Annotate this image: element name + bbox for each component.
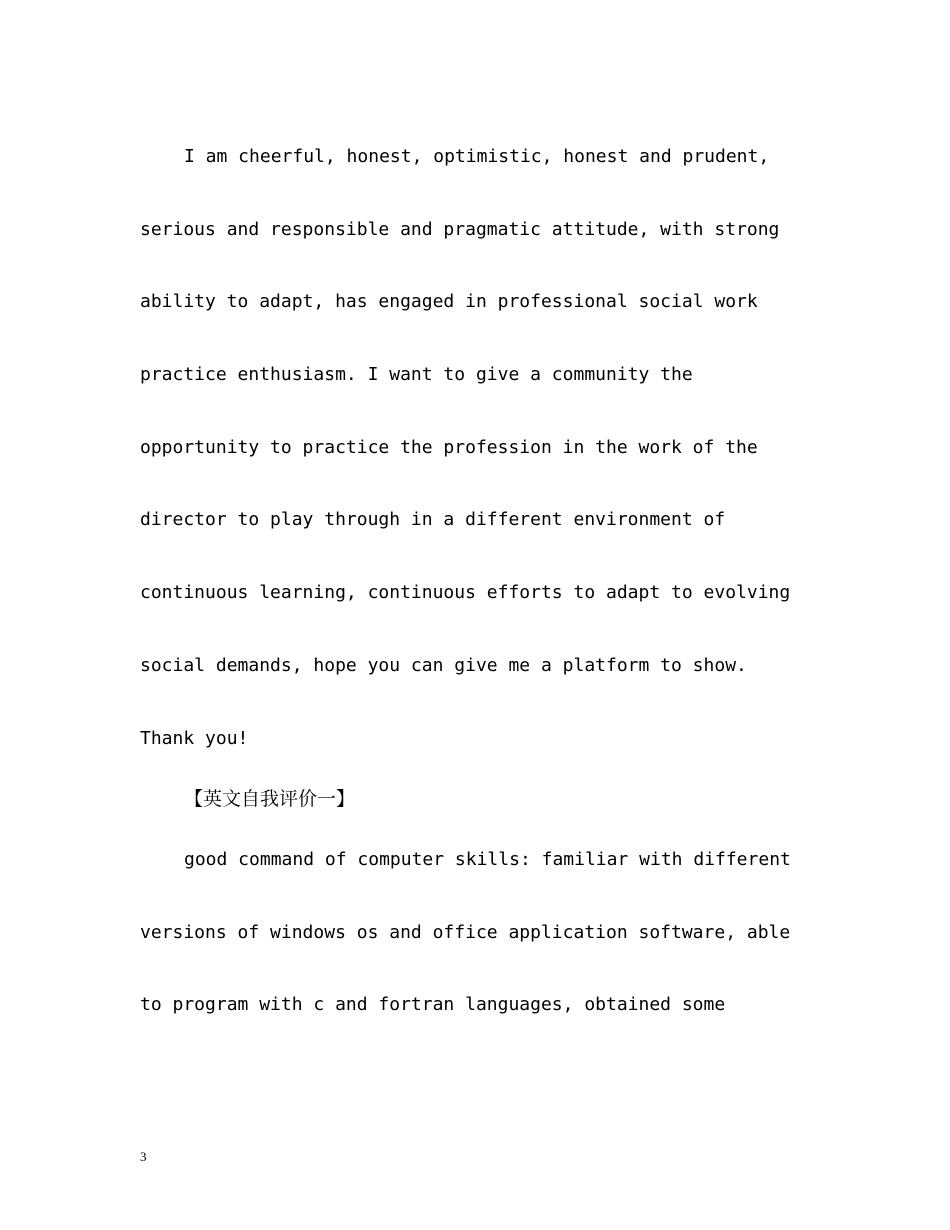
paragraph-line: good command of computer skills: familiar with different — [184, 849, 791, 870]
paragraph-line: practice enthusiasm. I want to give a community the — [140, 364, 693, 385]
paragraph-line: ability to adapt, has engaged in professional social work — [140, 291, 758, 312]
page-number: 3 — [140, 1149, 147, 1164]
paragraph-line: opportunity to practice the profession in the work of the — [140, 437, 758, 458]
paragraph-line: continuous learning, continuous efforts to adapt to evolving — [140, 582, 791, 603]
paragraph-line: director to play through in a different environment of — [140, 509, 726, 530]
section-heading: 【英文自我评价一】 — [184, 788, 356, 810]
paragraph-line: versions of windows os and office application software, able — [140, 922, 791, 943]
paragraph-line: I am cheerful, honest, optimistic, honest and prudent, — [184, 146, 770, 167]
paragraph-line: social demands, hope you can give me a platform to show. — [140, 655, 747, 676]
paragraph-line: serious and responsible and pragmatic attitude, with strong — [140, 219, 780, 240]
paragraph-line: Thank you! — [140, 728, 249, 749]
paragraph-line: to program with c and fortran languages, obtained some — [140, 994, 726, 1015]
